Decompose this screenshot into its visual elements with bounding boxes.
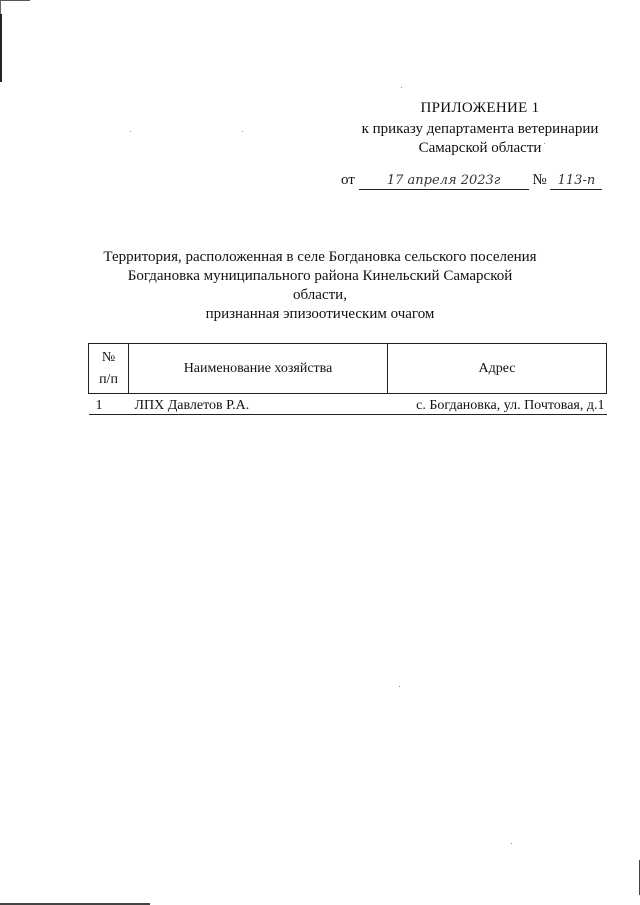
scan-speck	[511, 843, 512, 844]
scan-speck	[401, 87, 402, 88]
document-heading	[100, 248, 540, 324]
header-number-sign: №	[101, 349, 116, 365]
appendix-reference: к приказу департамента ветеринарии	[361, 121, 599, 137]
header-farm-name: Наименование хозяйства	[129, 344, 388, 394]
handwritten-order-number: 113-п	[550, 173, 602, 190]
appendix-region: Самарской области	[418, 140, 542, 156]
scan-speck	[130, 131, 131, 132]
heading-line-2: Богдановка муниципального района Кинельский Самарской области,	[127, 268, 513, 303]
scan-edge-left	[0, 14, 2, 82]
header-number-pp: п/п	[99, 371, 118, 387]
table-header-row	[89, 344, 607, 394]
row-farm-name: ЛПХ Давлетов Р.А.	[129, 394, 388, 415]
handwritten-date: 17 апреля 2023г	[359, 173, 529, 190]
scan-speck	[242, 131, 243, 132]
scan-speck	[399, 686, 400, 687]
heading-line-3: признанная эпизоотическим очагом	[205, 306, 435, 322]
header-number	[89, 344, 129, 394]
farms-table	[88, 343, 607, 415]
table-row	[89, 394, 607, 415]
scan-speck	[544, 143, 545, 144]
scan-edge-top	[0, 0, 30, 1]
header-address: Адрес	[388, 344, 607, 394]
number-label: №	[532, 172, 547, 188]
row-number: 1	[89, 394, 129, 415]
from-label: от	[341, 172, 355, 188]
appendix-title: ПРИЛОЖЕНИЕ 1	[420, 100, 540, 116]
row-address: с. Богдановка, ул. Почтовая, д.1	[388, 394, 607, 415]
heading-line-1: Территория, расположенная в селе Богдановка сельского поселения	[103, 249, 537, 265]
order-date-number	[341, 172, 602, 190]
